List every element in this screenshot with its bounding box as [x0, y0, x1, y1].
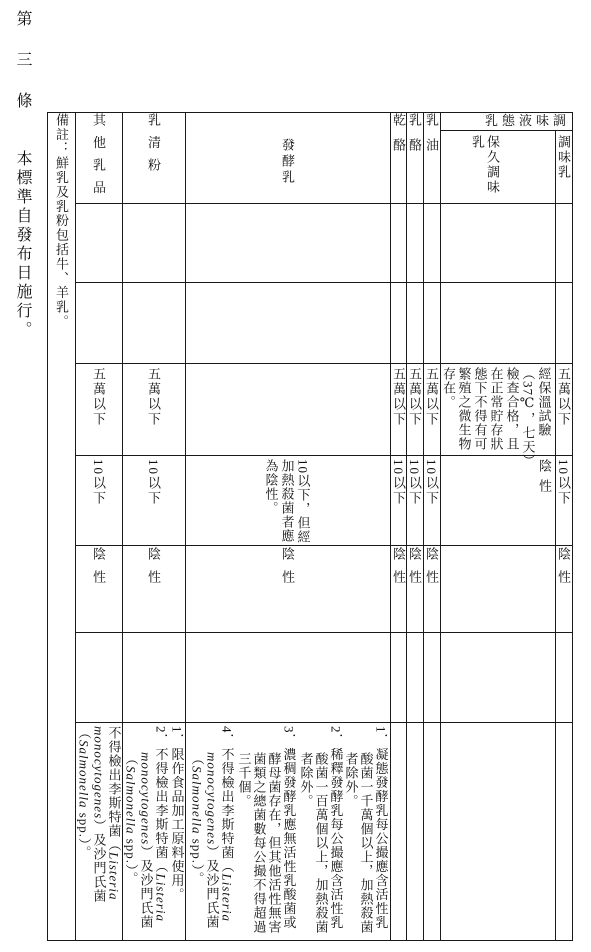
- table-grid-line: [75, 722, 573, 723]
- cell-flavored-milk: 10以下: [556, 459, 571, 506]
- note-line: 3．濃稠發酵乳應無活性乳酸菌或: [281, 726, 297, 930]
- note-latin-term: Salmonella: [123, 766, 139, 835]
- header-flavored-milk: 調味乳: [556, 135, 571, 180]
- note-text: ）及沙門氏菌: [138, 845, 154, 930]
- table-grid-line: [75, 545, 573, 546]
- cell-cheese: 陰性: [407, 547, 422, 593]
- cell-cream: 10以下: [424, 459, 439, 506]
- header-other-dairy: 其他乳品: [91, 113, 106, 203]
- cell-other-dairy: 陰性: [91, 547, 106, 593]
- cell-fermented-line: 加熱殺菌者應: [279, 459, 295, 543]
- cell-uht-line: 態下不得有可: [472, 367, 488, 451]
- note-line: [154, 726, 169, 922]
- note-latin-term: Listeria: [106, 852, 122, 901]
- header-uht-flavored-milk: 保久調味乳: [470, 135, 500, 195]
- note-line: 2．稀釋發酵乳每公撮應含活性乳: [328, 726, 344, 930]
- note-line: 者除外。: [298, 752, 314, 808]
- article-text: 本標準自發布日施行。: [14, 150, 31, 340]
- note-text: spp.）。: [76, 808, 92, 860]
- cell-fermented-milk: 陰性: [280, 547, 295, 593]
- note-latin-term: Salmonella: [76, 740, 92, 809]
- note-line: 酸菌一百萬個以上，加熱殺菌: [313, 752, 329, 934]
- note-text: （: [189, 752, 205, 766]
- table-grid-line: [75, 363, 573, 364]
- table-grid-line: [390, 112, 391, 941]
- cell-flavored-milk: 陰性: [556, 547, 571, 593]
- table-grid-line: [406, 112, 407, 941]
- note-line: [190, 752, 205, 886]
- note-latin-term: Salmonella: [189, 766, 205, 835]
- note-line: [77, 726, 92, 860]
- cell-fermented-line: 為陰性。: [263, 459, 279, 515]
- note-text: ）及沙門氏菌: [204, 845, 220, 930]
- note-text: （: [76, 726, 92, 740]
- note-line: [92, 726, 107, 903]
- note-line: 者除外。: [343, 752, 359, 808]
- note-line: [124, 752, 139, 886]
- cell-dried-cheese: 10以下: [391, 459, 406, 506]
- cell-fermented-line: 10以下，但經: [295, 459, 311, 544]
- table-grid-line: [75, 282, 573, 283]
- article-number: 第三條: [14, 10, 31, 133]
- cell-cream: 五萬以下: [424, 367, 439, 427]
- note-line: 酸菌一千萬個以上，加熱殺菌: [358, 752, 374, 934]
- table-grid-line: [185, 112, 186, 941]
- note-latin-term: monocytogenes: [138, 752, 154, 846]
- note-line: [205, 752, 220, 929]
- cell-cream: 陰性: [424, 547, 439, 593]
- note-line: [107, 726, 122, 900]
- note-line: [220, 726, 235, 922]
- note-line: 三千個。: [236, 752, 252, 808]
- cell-uht-line: 存在。: [441, 367, 456, 409]
- note-text: ）及沙門氏菌: [91, 819, 107, 904]
- cell-dried-cheese: 陰性: [391, 547, 406, 593]
- cell-uht-line: 經保溫試驗: [536, 367, 552, 437]
- table-grid-line: [440, 112, 441, 941]
- note-latin-term: monocytogenes: [204, 752, 220, 846]
- note-latin-term: Listeria: [219, 873, 235, 922]
- table-grid-line: [555, 130, 556, 941]
- note-text: spp.）。: [123, 834, 139, 886]
- header-cream: 乳油: [424, 113, 439, 163]
- cell-flavored-milk: 五萬以下: [556, 367, 571, 427]
- note-line: 酵母菌存在，但其他活性無害: [266, 752, 282, 934]
- table-border-bottom: [47, 940, 573, 941]
- table-grid-line: [440, 130, 573, 131]
- table-border-right: [572, 112, 573, 941]
- cell-uht-line: 在正常貯存狀: [488, 367, 504, 451]
- note-latin-term: Listeria: [153, 873, 169, 922]
- header-cheese: 乳酪: [407, 113, 422, 163]
- cell-uht-line: 繁殖之微生物: [456, 367, 472, 451]
- note-text: 不得檢出李斯特菌（: [106, 726, 122, 852]
- note-latin-term: monocytogenes: [91, 726, 107, 820]
- note-text: 4．不得檢出李斯特菌（: [219, 726, 235, 874]
- note-line: 菌類之總菌數每公撮不得超過: [251, 752, 267, 934]
- cell-cheese: 五萬以下: [407, 367, 422, 427]
- cell-whey-powder: 陰性: [146, 547, 161, 593]
- header-flavored-liquid-milk: 調味液態乳: [484, 113, 570, 128]
- note-line: 1．凝態發酵乳每公撮應含活性乳: [373, 726, 389, 930]
- header-fermented-milk: 發酵乳: [280, 138, 295, 186]
- table-grid-line: [75, 455, 573, 456]
- cell-other-dairy: 五萬以下: [91, 367, 106, 427]
- cell-other-dairy: 10以下: [91, 459, 106, 506]
- table-grid-line: [75, 203, 573, 204]
- remark-note: 備註：鮮乳及乳粉包括牛、羊乳。: [54, 113, 69, 329]
- cell-dried-cheese: 五萬以下: [391, 367, 406, 427]
- note-line: 1．限作食品加工原料使用。: [169, 726, 185, 902]
- cell-uht-line: （37℃，七天）: [520, 367, 536, 468]
- cell-whey-powder: 10以下: [146, 459, 161, 506]
- cell-uht-flavored-milk: 陰性: [537, 459, 552, 499]
- header-dried-cheese: 乾酪: [391, 113, 406, 163]
- cell-uht-line: 檢查合格，且: [504, 367, 520, 451]
- note-line: [139, 752, 154, 929]
- note-text: （: [123, 752, 139, 766]
- note-text: 2．不得檢出李斯特菌（: [153, 726, 169, 874]
- cell-whey-powder: 五萬以下: [146, 367, 161, 427]
- table-grid-line: [75, 632, 573, 633]
- note-text: spp.）。: [189, 834, 205, 886]
- cell-cheese: 10以下: [407, 459, 422, 506]
- header-whey-powder: 乳清粉: [146, 113, 161, 181]
- table-border-left: [47, 112, 48, 941]
- table-grid-line: [423, 112, 424, 941]
